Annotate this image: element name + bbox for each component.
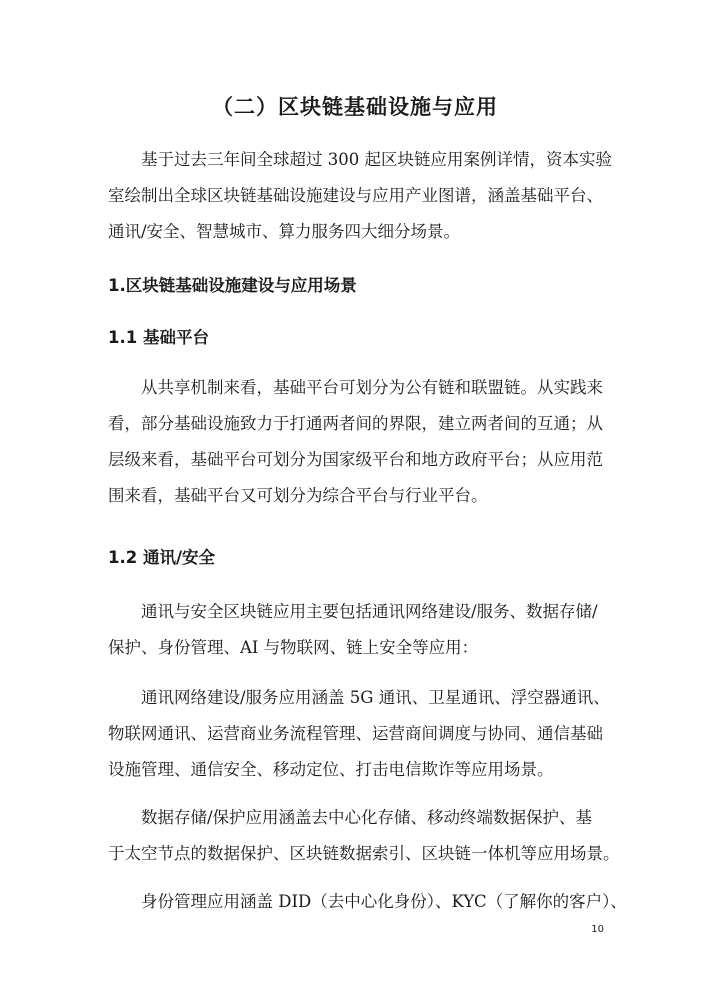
text-line: 数据存储/保护应用涵盖去中心化存储、移动终端数据保护、基 bbox=[141, 808, 593, 827]
text-line: 设施管理、通信安全、移动定位、打击电信欺诈等应用场景。 bbox=[108, 760, 554, 779]
text-line: 物联网通讯、运营商业务流程管理、运营商间调度与协同、通信基础 bbox=[108, 724, 603, 743]
text-line: 通讯/安全、智慧城市、算力服务四大细分场景。 bbox=[108, 222, 461, 241]
text-line: 于太空节点的数据保护、区块链数据索引、区块链一体机等应用场景。 bbox=[108, 844, 620, 863]
intro-paragraph bbox=[108, 142, 612, 250]
text-line: 从共享机制来看，基础平台可划分为公有链和联盟链。从实践来 bbox=[141, 378, 603, 397]
paragraph-1-2-b bbox=[108, 680, 610, 788]
text-line: 保护、身份管理、AI 与物联网、链上安全等应用： bbox=[108, 638, 479, 657]
text-line: 身份管理应用涵盖 DID（去中心化身份）、KYC（了解你的客户）、 bbox=[141, 892, 627, 911]
text-line: 基于过去三年间全球超过 300 起区块链应用案例详情，资本实验 bbox=[141, 150, 612, 169]
text-line: 室绘制出全球区块链基础设施建设与应用产业图谱，涵盖基础平台、 bbox=[108, 186, 603, 205]
page-number: 10 bbox=[591, 924, 604, 935]
text-line: 层级来看，基础平台可划分为国家级平台和地方政府平台；从应用范 bbox=[108, 450, 603, 469]
paragraph-1-2-a bbox=[108, 594, 604, 666]
heading-1-2: 1.2 通讯/安全 bbox=[108, 548, 216, 567]
paragraph-1-2-d bbox=[108, 884, 627, 920]
text-line: 通讯网络建设/服务应用涵盖 5G 通讯、卫星通讯、浮空器通讯、 bbox=[141, 688, 610, 707]
paragraph-1-1 bbox=[108, 370, 604, 514]
section-title: （二）区块链基础设施与应用 bbox=[212, 95, 498, 119]
paragraph-1-2-c bbox=[108, 800, 620, 872]
heading-1: 1.区块链基础设施建设与应用场景 bbox=[108, 276, 357, 295]
text-line: 看，部分基础设施致力于打通两者间的界限，建立两者间的互通；从 bbox=[108, 414, 603, 433]
heading-1-1: 1.1 基础平台 bbox=[108, 328, 209, 347]
text-line: 通讯与安全区块链应用主要包括通讯网络建设/服务、数据存储/ bbox=[141, 602, 598, 621]
text-line: 围来看，基础平台又可划分为综合平台与行业平台。 bbox=[108, 486, 488, 505]
